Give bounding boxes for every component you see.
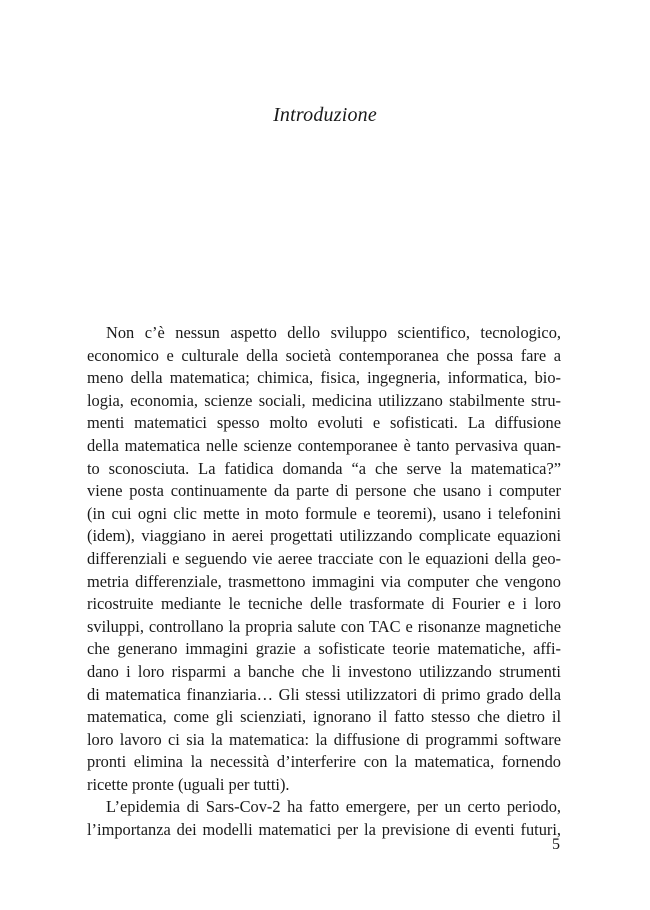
text-line: to sconosciuta. La fatidica domanda “a che serve la matematica?”: [87, 458, 561, 478]
text-line: meno della matematica; chimica, fisica, ingegneria, informatica, bio-: [87, 368, 561, 388]
text-line: ricostruite mediante le tecniche delle trasformate di Fourier e i loro: [87, 594, 561, 614]
text-line: pronti elimina la necessità d’interferire con la matematica, fornendo: [87, 752, 561, 772]
text-line: menti matematici spesso molto evoluti e sofisticati. La diffusione: [87, 413, 561, 433]
text-line: Non c’è nessun aspetto dello sviluppo scientifico, tecnologico,: [106, 323, 561, 342]
text-line: (idem), viaggiano in aerei progettati utilizzando complicate equazioni: [87, 526, 561, 546]
text-line: che generano immagini grazie a sofisticate teorie matematiche, affi-: [87, 639, 561, 659]
page-number: 5: [552, 836, 560, 853]
text-line: ricette pronte (uguali per tutti).: [87, 774, 290, 794]
text-line: logia, economia, scienze sociali, medicina utilizzano stabilmente stru-: [87, 390, 561, 410]
text-line: della matematica nelle scienze contemporanee è tanto pervasiva quan-: [87, 435, 561, 455]
text-line: metria differenziale, trasmettono immagini via computer che vengono: [87, 571, 561, 591]
body-text: [87, 322, 561, 842]
text-line: (in cui ogni clic mette in moto formule e teoremi), usano i telefonini: [87, 503, 561, 523]
text-line: di matematica finanziaria… Gli stessi utilizzatori di primo grado della: [87, 684, 561, 704]
text-line: matematica, come gli scienziati, ignorano il fatto stesso che dietro il: [87, 707, 561, 727]
text-line: L’epidemia di Sars-Cov-2 ha fatto emergere, per un certo periodo,: [106, 797, 561, 817]
text-line: loro lavoro ci sia la matematica: la diffusione di programmi software: [87, 729, 561, 749]
text-line: dano i loro risparmi a banche che li investono utilizzando strumenti: [87, 661, 561, 681]
text-line: economico e culturale della società contemporanea che possa fare a: [87, 345, 561, 365]
text-line: differenziali e seguendo vie aeree tracciate con le equazioni della geo-: [87, 548, 561, 568]
text-line: l’importanza dei modelli matematici per la previsione di eventi futuri,: [87, 820, 561, 840]
page-title: Introduzione: [273, 104, 377, 126]
text-line: sviluppi, controllano la propria salute con TAC e risonanze magnetiche: [87, 616, 561, 636]
text-line: viene posta continuamente da parte di persone che usano i computer: [87, 481, 561, 501]
